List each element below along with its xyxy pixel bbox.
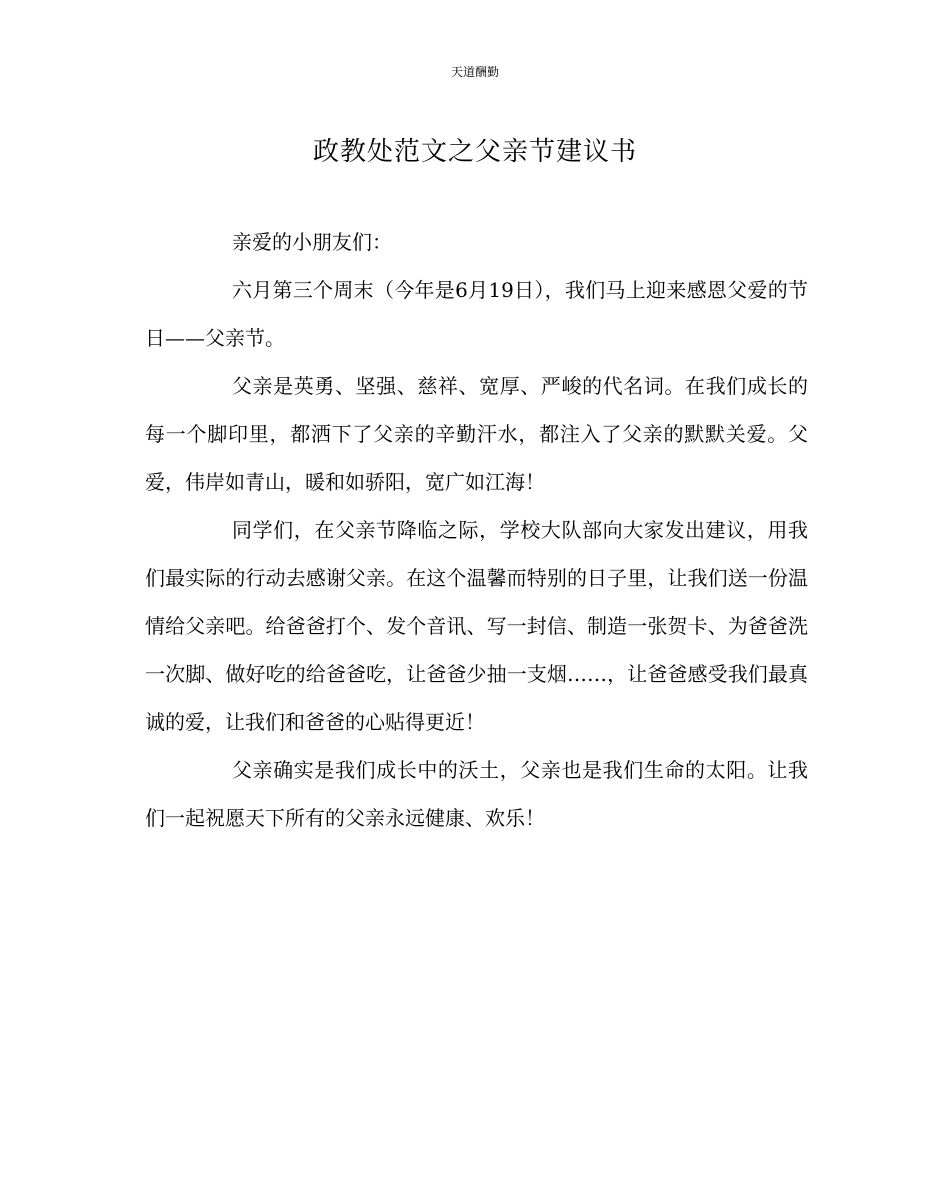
paragraph: 父亲是英勇、坚强、慈祥、宽厚、严峻的代名词。在我们成长的每一个脚印里，都洒下了父亲的辛勤汗水，都注入了父亲的默默关爱。父爱，伟岸如青山，暖和如骄阳，宽广如江海！ xyxy=(145,374,808,494)
document-title: 政教处范文之父亲节建议书 xyxy=(312,137,637,167)
greeting-line: 亲爱的小朋友们： xyxy=(232,230,392,254)
page-header: 天道酬勤 xyxy=(450,65,499,79)
paragraph: 父亲确实是我们成长中的沃土，父亲也是我们生命的太阳。让我们一起祝愿天下所有的父亲永远健康、欢乐！ xyxy=(145,758,808,830)
paragraph: 六月第三个周末（今年是6月19日），我们马上迎来感恩父爱的节日——父亲节。 xyxy=(145,278,808,350)
paragraph: 同学们，在父亲节降临之际，学校大队部向大家发出建议，用我们最实际的行动去感谢父亲。在这个温馨而特别的日子里，让我们送一份温情给父亲吧。给爸爸打个、发个音讯、写一封信、制造一张贺卡、为爸爸洗一次脚、做好吃的给爸爸吃，让爸爸少抽一支烟……，让爸爸感受我们最真诚的爱，让我们和爸爸的心贴得更近！ xyxy=(145,518,808,734)
document-body xyxy=(145,218,808,842)
